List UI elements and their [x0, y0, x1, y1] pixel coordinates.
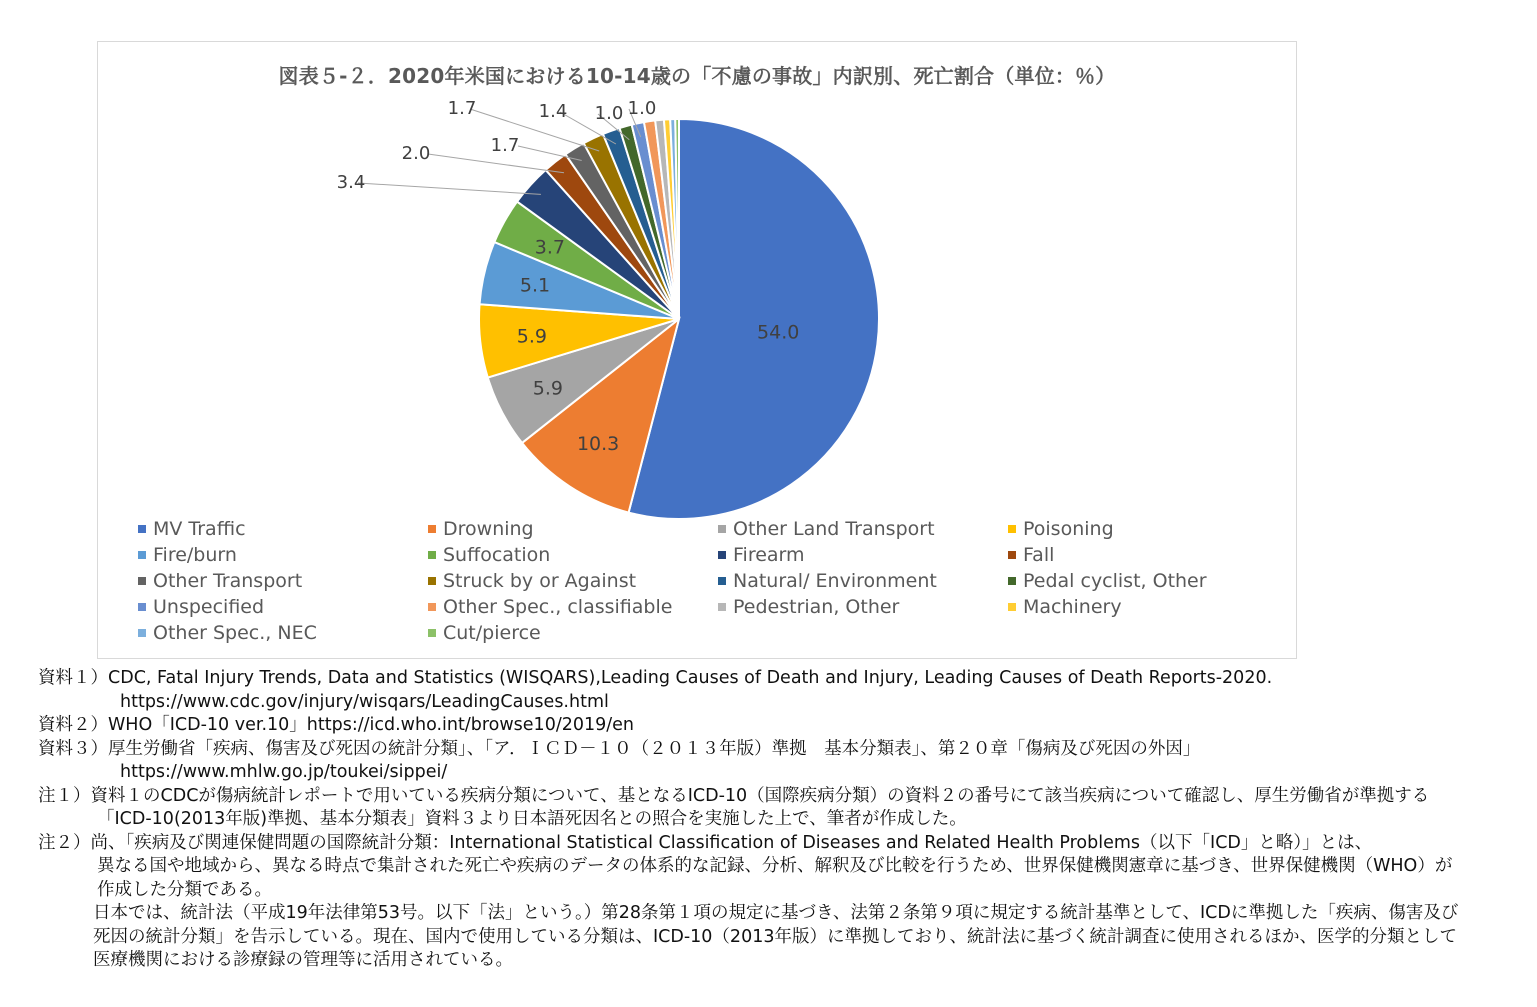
legend-label-unspecified: Unspecified — [153, 596, 265, 618]
legend-item-machinery — [1008, 596, 1298, 618]
legend-swatch-other-spec-classifiable — [428, 603, 436, 611]
legend-item-unspecified — [138, 596, 428, 618]
note-2-para-2: 日本では、統計法（平成19年法律第53号。以下「法」という。）第28条第１項の規定に基づき、法第２条第９項に規定する統計基準として、ICDに準拠した「疾病、傷害及び — [93, 903, 1459, 923]
legend-item-pedestrian-other — [718, 596, 1008, 618]
legend-swatch-unspecified — [138, 603, 146, 611]
legend-label-machinery: Machinery — [1023, 596, 1122, 618]
legend-label-firearm: Firearm — [733, 544, 805, 566]
legend-item-other-spec-nec — [138, 622, 428, 644]
legend-label-other-spec-nec: Other Spec., NEC — [153, 622, 317, 644]
legend-label-fall: Fall — [1023, 544, 1055, 566]
note-source-3-url: https://www.mhlw.go.jp/toukei/sippei/ — [120, 762, 448, 782]
note-2-cont-2: 作成した分類である。 — [97, 879, 272, 900]
legend-swatch-other-transport — [138, 577, 146, 585]
legend-swatch-other-land-transport — [718, 525, 726, 533]
legend-label-natural-environment: Natural/ Environment — [733, 570, 937, 592]
legend-swatch-fire-burn — [138, 551, 146, 559]
data-label-other-transport: 1.7 — [490, 135, 520, 156]
data-label-natural-environment: 1.4 — [538, 101, 568, 122]
data-label-poisoning: 5.9 — [516, 325, 548, 348]
legend-label-other-land-transport: Other Land Transport — [733, 518, 935, 540]
data-label-fire-burn: 5.1 — [519, 274, 551, 297]
note-source-2: 資料２）WHO「ICD-10 ver.10」https://icd.who.int/browse10/2019/en — [38, 715, 635, 735]
legend-item-cut-pierce — [428, 622, 718, 644]
note-2-para-2-cont-2: 医療機関における診療録の管理等に活用されている。 — [93, 950, 513, 970]
note-2-para-2-cont-1: 死因の統計分類」を告示している。現在、国内で使用している分類は、ICD-10（2013年版）に準拠しており、統計法に基づく統計調査に使用されるほか、医学的分類として — [93, 926, 1457, 947]
legend-swatch-natural-environment — [718, 577, 726, 585]
legend-label-drowning: Drowning — [443, 518, 534, 540]
legend-label-pedestrian-other: Pedestrian, Other — [733, 596, 900, 618]
data-label-mv-traffic: 54.0 — [757, 321, 800, 344]
note-2-cont-1: 異なる国や地域から、異なる時点で集計された死亡や疾病のデータの体系的な記録、分析、解釈及び比較を行うため、世界保健機関憲章に基づき、世界保健機関（WHO）が — [97, 856, 1453, 876]
data-label-firearm: 3.4 — [336, 172, 366, 193]
legend-item-other-land-transport — [718, 518, 1008, 540]
legend-item-fire-burn — [138, 544, 428, 566]
note-source-1-url: https://www.cdc.gov/injury/wisqars/LeadingCauses.html — [120, 691, 609, 712]
legend-swatch-pedal-cyclist-other — [1008, 577, 1016, 585]
legend-swatch-suffocation — [428, 551, 436, 559]
legend-swatch-other-spec-nec — [138, 629, 146, 637]
legend-item-other-transport — [138, 570, 428, 592]
legend-swatch-drowning — [428, 525, 436, 533]
legend-swatch-machinery — [1008, 603, 1016, 611]
legend-item-fall — [1008, 544, 1298, 566]
data-label-fall: 2.0 — [401, 143, 431, 164]
legend-item-natural-environment — [718, 570, 1008, 592]
legend-swatch-firearm — [718, 551, 726, 559]
data-label-pedal-cyclist-other: 1.0 — [594, 103, 624, 124]
chart-title: 図表５-２．2020年米国における10-14歳の「不慮の事故」内訳別、死亡割合（単位：％） — [278, 64, 1116, 88]
legend-label-pedal-cyclist-other: Pedal cyclist, Other — [1023, 570, 1207, 592]
legend-swatch-poisoning — [1008, 525, 1016, 533]
legend-item-pedal-cyclist-other — [1008, 570, 1298, 592]
note-source-3: 資料３）厚生労働省「疾病、傷害及び死因の統計分類」、「ア．ＩＣＤ－１０（２０１３年版）準拠 基本分類表」、第２０章「傷病及び死因の外因」 — [38, 738, 1201, 759]
legend-swatch-pedestrian-other — [718, 603, 726, 611]
legend-swatch-cut-pierce — [428, 629, 436, 637]
legend-item-mv-traffic — [138, 518, 428, 540]
legend-swatch-mv-traffic — [138, 525, 146, 533]
legend-label-suffocation: Suffocation — [443, 544, 551, 566]
data-label-struck-by-or-against: 1.7 — [447, 98, 477, 119]
note-2: 注２）尚、「疾病及び関連保健問題の国際統計分類：International Statistical Classification of Diseases and Related Health Problems（以下「ICD」と略）」とは、 — [38, 832, 1373, 853]
data-label-unspecified: 1.0 — [627, 98, 657, 119]
legend-item-suffocation — [428, 544, 718, 566]
note-source-1: 資料１）CDC, Fatal Injury Trends, Data and Statistics (WISQARS),Leading Causes of Death and Injury, Leading Causes of Death Reports-2020. — [38, 668, 1273, 688]
legend-item-firearm — [718, 544, 1008, 566]
legend-item-poisoning — [1008, 518, 1298, 540]
data-label-drowning: 10.3 — [576, 432, 620, 455]
legend-swatch-fall — [1008, 551, 1016, 559]
legend-item-other-spec-classifiable — [428, 596, 718, 618]
legend-label-poisoning: Poisoning — [1023, 518, 1114, 540]
source-notes — [38, 667, 1508, 973]
note-1: 注１）資料１のCDCが傷病統計レポートで用いている疾病分類について、基となるICD-10（国際疾病分類）の資料２の番号にて該当疾病について確認し、厚生労働省が準拠する — [38, 785, 1430, 806]
chart-frame — [97, 41, 1297, 659]
note-1-cont: 「ICD-10(2013年版)準拠、基本分類表」資料３より日本語死因名との照合を実施した上で、筆者が作成した。 — [97, 809, 967, 829]
legend-item-drowning — [428, 518, 718, 540]
legend-label-other-spec-classifiable: Other Spec., classifiable — [443, 596, 673, 618]
legend-swatch-struck-by-or-against — [428, 577, 436, 585]
legend-label-mv-traffic: MV Traffic — [153, 518, 246, 540]
leader-line-fall — [428, 154, 564, 173]
legend-item-struck-by-or-against — [428, 570, 718, 592]
leader-line-struck-by-or-against — [470, 109, 599, 151]
data-label-other-land-transport: 5.9 — [532, 377, 564, 400]
data-label-suffocation: 3.7 — [534, 236, 566, 259]
chart-legend — [138, 518, 1278, 644]
legend-label-other-transport: Other Transport — [153, 570, 303, 592]
legend-label-fire-burn: Fire/burn — [153, 544, 237, 566]
legend-label-cut-pierce: Cut/pierce — [443, 622, 541, 644]
leader-line-firearm — [358, 183, 541, 194]
legend-label-struck-by-or-against: Struck by or Against — [443, 570, 637, 592]
